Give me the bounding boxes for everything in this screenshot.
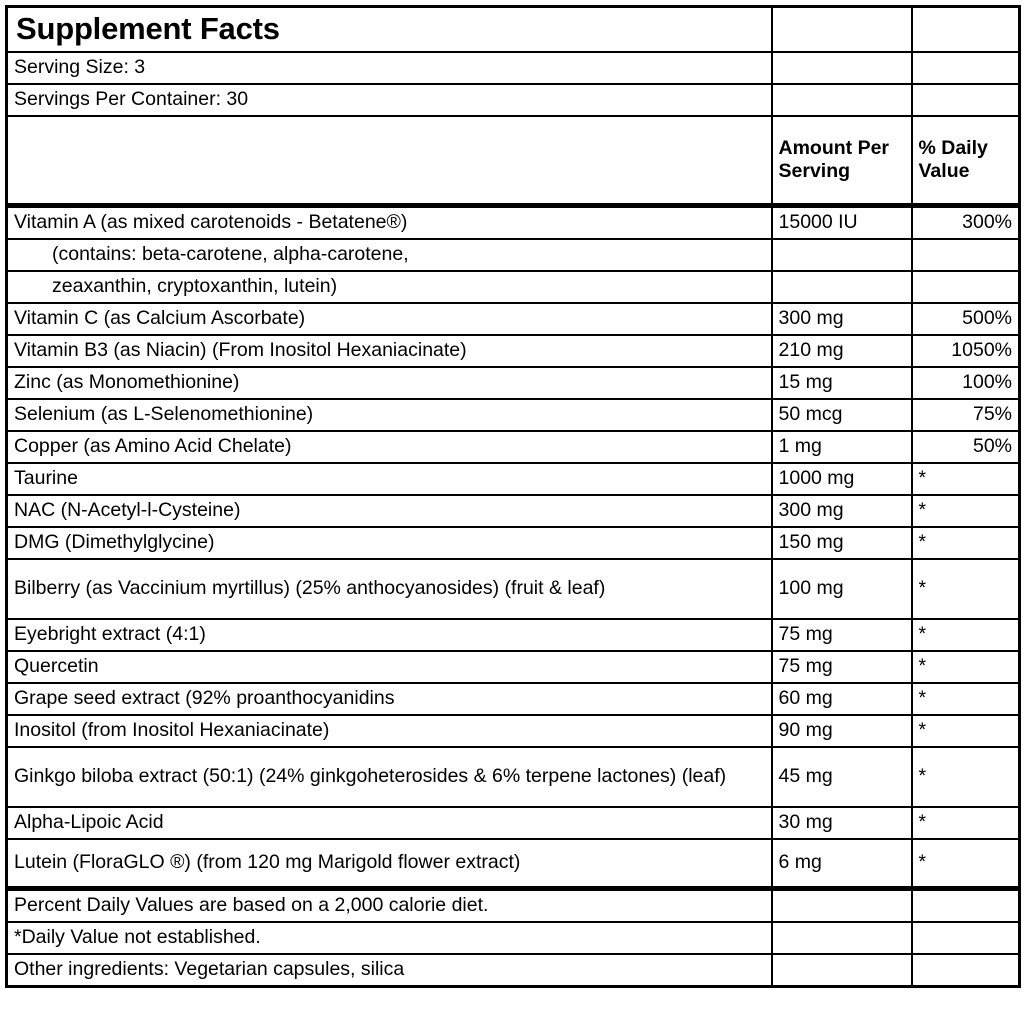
nutrient-name-cell [7,431,772,463]
nutrient-daily-value: * [918,851,927,874]
servings-per-container-amount-spacer [772,84,912,116]
nutrient-amount: 15 mg [778,371,833,394]
nutrient-daily-value: 50% [972,435,1012,458]
nutrient-name: Bilberry (as Vaccinium myrtillus) (25% anthocyanosides) (fruit & leaf) [14,577,606,600]
footnote-row [7,889,1020,923]
nutrient-row [7,271,1020,303]
nutrient-name: Vitamin B3 (as Niacin) (From Inositol Hexaniacinate) [14,339,467,362]
nutrient-amount-cell [772,271,912,303]
nutrient-row [7,747,1020,807]
nutrient-daily-value-cell [912,206,1020,240]
nutrient-daily-value-cell [912,399,1020,431]
nutrient-name-cell [7,559,772,619]
nutrient-daily-value-cell [912,303,1020,335]
nutrient-name-cell [7,747,772,807]
nutrient-daily-value-cell [912,559,1020,619]
column-header-amount-label: Amount Per Serving [778,136,890,182]
nutrient-row [7,683,1020,715]
nutrient-amount: 210 mg [778,339,844,362]
column-header-dv-label: % Daily Value [918,136,988,182]
nutrient-daily-value-cell [912,683,1020,715]
nutrient-name-cell [7,463,772,495]
nutrient-daily-value: 500% [962,307,1012,330]
nutrient-amount: 300 mg [778,499,844,522]
nutrient-daily-value: * [918,499,927,522]
nutrient-amount: 100 mg [778,577,844,600]
nutrient-row [7,619,1020,651]
footnote-amount-spacer [772,954,912,987]
nutrient-amount: 50 mcg [778,403,843,426]
nutrient-row [7,239,1020,271]
nutrient-row [7,206,1020,240]
nutrient-row [7,839,1020,889]
nutrient-amount: 60 mg [778,687,833,710]
nutrient-row [7,431,1020,463]
nutrient-name: Vitamin A (as mixed carotenoids - Betatene®) [14,211,408,234]
nutrient-name: zeaxanthin, cryptoxanthin, lutein) [52,275,338,298]
footnote-dv-spacer [912,922,1020,954]
column-header-row [7,116,1020,206]
nutrient-name: Grape seed extract (92% proanthocyanidins [14,687,395,710]
nutrient-amount: 45 mg [778,765,833,788]
nutrient-daily-value-cell [912,335,1020,367]
nutrient-name-cell [7,495,772,527]
supplement-facts-table [5,5,1021,988]
nutrient-daily-value [913,252,1019,259]
column-header-name-cell [7,116,772,206]
nutrient-daily-value-cell [912,495,1020,527]
nutrient-name: Taurine [14,467,78,490]
nutrient-row [7,651,1020,683]
nutrient-amount: 300 mg [778,307,844,330]
nutrient-row [7,527,1020,559]
nutrient-daily-value-cell [912,839,1020,889]
nutrient-daily-value: * [918,531,927,554]
nutrient-amount: 150 mg [778,531,844,554]
nutrient-amount-cell [772,463,912,495]
servings-per-container-row [7,84,1020,116]
nutrient-name-cell [7,206,772,240]
nutrient-name-cell [7,619,772,651]
nutrient-name-cell [7,651,772,683]
nutrient-daily-value-cell [912,431,1020,463]
nutrient-daily-value: 1050% [951,339,1012,362]
serving-size-text: Serving Size: 3 [14,56,146,79]
nutrient-name: Vitamin C (as Calcium Ascorbate) [14,307,306,330]
title-row [7,7,1020,53]
footnote-row [7,954,1020,987]
nutrient-amount-cell [772,206,912,240]
nutrient-name: DMG (Dimethylglycine) [14,531,215,554]
nutrient-amount-cell [772,431,912,463]
nutrient-name: (contains: beta-carotene, alpha-carotene, [52,243,409,266]
nutrient-daily-value: 300% [962,211,1012,234]
nutrient-daily-value [913,284,1019,291]
nutrient-name-cell [7,367,772,399]
nutrient-name: NAC (N-Acetyl-l-Cysteine) [14,499,241,522]
footnote-text-cell [7,922,772,954]
nutrient-daily-value: * [918,577,927,600]
nutrient-amount: 30 mg [778,811,833,834]
footnote-amount-spacer [772,922,912,954]
nutrient-amount: 90 mg [778,719,833,742]
nutrient-name: Ginkgo biloba extract (50:1) (24% ginkgoheterosides & 6% terpene lactones) (leaf) [14,765,727,788]
nutrient-name: Copper (as Amino Acid Chelate) [14,435,292,458]
nutrient-name-cell [7,807,772,839]
nutrient-amount: 1 mg [778,435,822,458]
nutrient-row [7,335,1020,367]
nutrient-daily-value: * [918,655,927,678]
nutrient-daily-value: 75% [972,403,1012,426]
footnote-row [7,922,1020,954]
nutrient-daily-value: * [918,765,927,788]
nutrient-daily-value: * [918,719,927,742]
nutrient-amount-cell [772,747,912,807]
nutrient-name: Lutein (FloraGLO ®) (from 120 mg Marigold flower extract) [14,851,521,874]
nutrient-amount: 75 mg [778,623,833,646]
nutrient-amount [773,284,911,291]
nutrient-row [7,715,1020,747]
nutrient-name: Alpha-Lipoic Acid [14,811,164,834]
nutrient-amount: 75 mg [778,655,833,678]
nutrient-amount-cell [772,715,912,747]
nutrient-name-cell [7,271,772,303]
nutrient-amount-cell [772,559,912,619]
title-row-dv-spacer [912,7,1020,53]
nutrient-daily-value-cell [912,651,1020,683]
supplement-facts-label [5,5,1018,988]
nutrient-daily-value: * [918,687,927,710]
nutrient-row [7,463,1020,495]
nutrient-daily-value: * [918,623,927,646]
nutrient-amount-cell [772,839,912,889]
nutrient-amount-cell [772,651,912,683]
page-title: Supplement Facts [16,11,280,46]
serving-size-dv-spacer [912,52,1020,84]
nutrient-amount-cell [772,367,912,399]
nutrient-daily-value-cell [912,527,1020,559]
nutrient-amount-cell [772,399,912,431]
nutrient-daily-value-cell [912,367,1020,399]
footnote-dv-spacer [912,889,1020,923]
serving-size-cell [7,52,772,84]
column-header-name-label [8,157,771,164]
nutrient-name: Inositol (from Inositol Hexaniacinate) [14,719,330,742]
footnote-text: *Daily Value not established. [14,926,261,949]
nutrient-row [7,367,1020,399]
footnote-text-cell [7,889,772,923]
nutrient-row [7,559,1020,619]
nutrient-name-cell [7,715,772,747]
nutrient-name-cell [7,683,772,715]
nutrient-daily-value: 100% [962,371,1012,394]
footnote-text-cell [7,954,772,987]
nutrient-amount-cell [772,527,912,559]
nutrient-amount-cell [772,239,912,271]
nutrient-daily-value-cell [912,747,1020,807]
nutrient-daily-value: * [918,811,927,834]
nutrient-row [7,303,1020,335]
footnote-amount-spacer [772,889,912,923]
nutrient-amount: 1000 mg [778,467,855,490]
servings-per-container-text: Servings Per Container: 30 [14,88,249,111]
nutrient-name-cell [7,239,772,271]
nutrient-daily-value-cell [912,239,1020,271]
nutrient-name-cell [7,303,772,335]
nutrient-amount-cell [772,619,912,651]
nutrient-amount: 15000 IU [778,211,858,234]
nutrient-amount: 6 mg [778,851,822,874]
nutrient-name-cell [7,839,772,889]
nutrient-daily-value: * [918,467,927,490]
nutrient-name: Quercetin [14,655,99,678]
nutrient-daily-value-cell [912,619,1020,651]
column-header-amount-cell [772,116,912,206]
serving-size-row [7,52,1020,84]
nutrient-daily-value-cell [912,807,1020,839]
footnote-dv-spacer [912,954,1020,987]
nutrient-daily-value-cell [912,271,1020,303]
servings-per-container-cell [7,84,772,116]
nutrient-name: Zinc (as Monomethionine) [14,371,240,394]
nutrient-amount-cell [772,335,912,367]
nutrient-name-cell [7,527,772,559]
title-row-amount-spacer [772,7,912,53]
nutrient-amount-cell [772,495,912,527]
nutrient-row [7,495,1020,527]
nutrient-daily-value-cell [912,715,1020,747]
nutrient-daily-value-cell [912,463,1020,495]
nutrient-name: Eyebright extract (4:1) [14,623,206,646]
nutrient-amount-cell [772,683,912,715]
label-title-cell [7,7,772,53]
nutrient-name-cell [7,335,772,367]
nutrient-name: Selenium (as L-Selenomethionine) [14,403,314,426]
column-header-dv-cell [912,116,1020,206]
servings-per-container-dv-spacer [912,84,1020,116]
nutrient-name-cell [7,399,772,431]
nutrient-amount [773,252,911,259]
footnote-text: Other ingredients: Vegetarian capsules, silica [14,958,405,981]
serving-size-amount-spacer [772,52,912,84]
nutrient-row [7,399,1020,431]
footnote-text: Percent Daily Values are based on a 2,000 calorie diet. [14,894,489,917]
nutrient-row [7,807,1020,839]
nutrient-amount-cell [772,303,912,335]
nutrient-amount-cell [772,807,912,839]
